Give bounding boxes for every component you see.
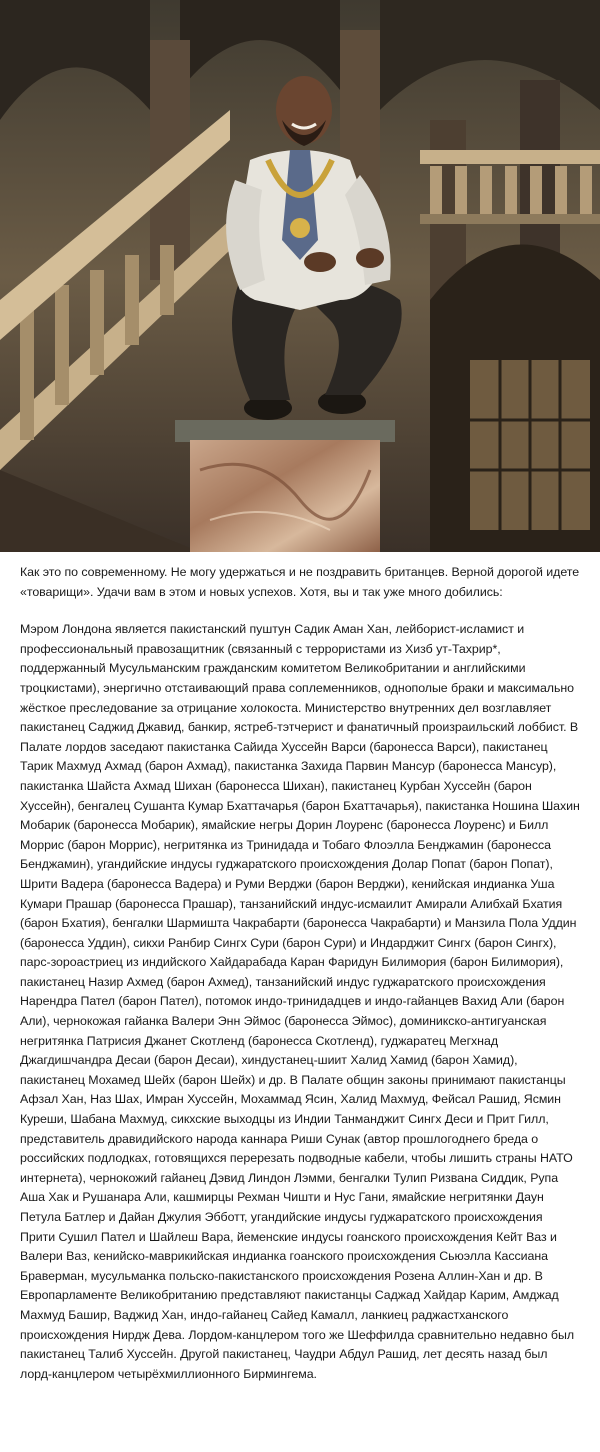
person-on-staircase-photo-icon: [0, 0, 600, 552]
article-intro: Как это по современному. Не могу удержаться и не поздравить британцев. Верной дорогой идете «товарищи». Удачи вам в этом и новых успехов. Хотя, вы и так уже много добились:: [20, 565, 580, 599]
hero-photo: [0, 0, 600, 552]
article-text: [20, 563, 580, 1384]
article-body: Мэром Лондона является пакистанский пуштун Садик Аман Хан, лейборист-исламист и профессиональный правозащитник (связанный с террористами из Хизб ут-Тахрир*, поддержанный Мусульманским гражданским комитетом Великобритании и английскими троцкистами), энергично отстаивающий права соплеменников, однополые браки и максимально жёсткое преследование за отрицание холокоста. Министерство внутренних дел возглавляет пакистанец Саджид Джавид, банкир, ястреб-тэтчерист и фанатичный произраильский лоббист. В Палате лордов заседают пакистанка Сайида Хуссейн Варси (баронесса Варси), пакистанец Тарик Махмуд Ахмад (барон Ахмад), пакистанка Захида Парвин Мансур (баронесса Мансур), пакистанка Шайста Ахмад Шихан (баронесса Шихан), пакистанец Курбан Хуссейн (барон Хуссейн), бенгалец Сушанта Кумар Бхаттачарья (барон Бхаттачарья), пакистанка Ношина Шахин Мобарик (баронесса Мобарик), ямайские негры Дорин Лоуренс (баронесса Лоуренс) и Билл Моррис (барон Моррис), негритянка из Тринидада и Тобаго Флоэлла Бенджамин (баронесса Бенджамин), угандийские индусы гуджаратского происхождения Долар Попат (барон Попат), Шрити Вадера (баронесса Вадера) и Руми Верджи (барон Верджи), кенийская индианка Уша Кумари Прашар (баронесса Прашар), танзанийский индус-исмаилит Амирали Алибхай Бхатия (барон Бхатия), бенгалки Шармишта Чакрабарти (баронесса Чакрабарти) и Манзила Пола Уддин (баронесса Уддин), сикхи Ранбир Сингх Сури (барон Сури) и Индарджит Сингх (барон Сингх), парс-зороастриец из индийского Хайдарабада Каран Фаридун Билимория (барон Билимория), пакистанец Назир Ахмед (барон Ахмед), танзанийский индус гуджаратского происхождения Нарендра Пател (барон Пател), потомок индо-тринидадцев и индо-гайанцев Вахид Али (барон Али), чернокожая гайанка Валери Энн Эймос (баронесса Эймос), доминикско-антигуанская негритянка Патрисия Джанет Скотленд (баронесса Скотленд), гуджаратец Мегхнад Джагдишчандра Десаи (барон Десаи), хиндустанец-шиит Халид Хамид (барон Хамид), пакистанец Мохамед Шейх (барон Шейх) и др. В Палате общин законы принимают пакистанцы Афзал Хан, Наз Шах, Имран Хуссейн, Мохаммад Ясин, Халид Махмуд, Фейсал Рашид, Ясмин Куреши, Шабана Махмуд, сикхские выходцы из Индии Танманджит Сингх Деси и Прит Гилл, представитель дравидийского народа каннара Риши Сунак (автор прошлогоднего бреда о российских подлодках, готовящихся перерезать подводные кабели, чтобы лишить страны НАТО интернета), чернокожий гайанец Дэвид Линдон Лэмми, бенгалки Тулип Ризвана Сиддик, Рупа Аша Хак и Рушанара Али, кашмирцы Рехман Чишти и Нус Гани, ямайские негритянки Даун Петула Батлер и Дайан Джулия Эбботт, угандийские индусы гуджаратского происхождения Прити Сушил Пател и Шайлеш Вара, йеменские индусы гоанского происхождения Кейт Ваз и Валери Ваз, кенийско-маврикийская индианка гоанского происхождения Сьюэлла Кассиана Браверман, мусульманка польско-пакистанского происхождения Розена Аллин-Хан и др. В Европарламенте Великобританию представляют пакистанцы Саджад Хайдар Карим, Амджад Махмуд Башир, Ваджид Хан, индо-гайанец Сайед Камалл, ланкиец раджастханского происхождения Нирдж Дева. Лордом-канцлером того же Шеффилда сравнительно недавно был пакистанец Талиб Хуссейн. Другой пакистанец, Чаудри Абдул Рашид, лет десять назад был лорд-канцлером четырёхмиллионного Бирмингема.: [20, 622, 580, 1381]
